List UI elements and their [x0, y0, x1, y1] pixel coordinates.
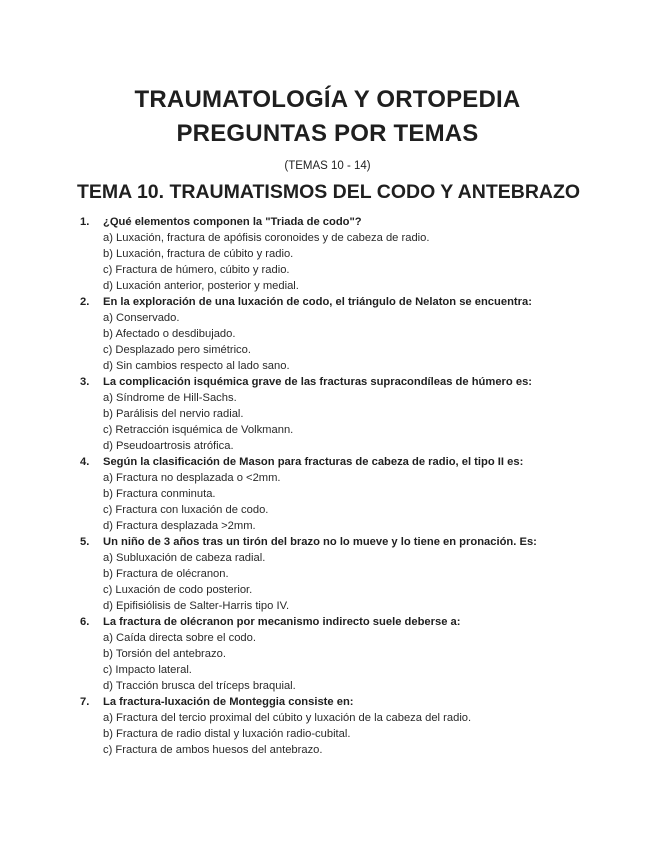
answer-option: a) Fractura del tercio proximal del cúbito y luxación de la cabeza del radio.	[103, 712, 472, 724]
answer-option: c) Fractura con luxación de codo.	[103, 504, 269, 516]
question-number: 3.	[80, 376, 90, 388]
answer-option: b) Torsión del antebrazo.	[103, 648, 226, 660]
answer-option: a) Subluxación de cabeza radial.	[103, 552, 266, 564]
answer-option: c) Desplazado pero simétrico.	[103, 344, 251, 356]
question-number: 2.	[80, 296, 90, 308]
question-number: 4.	[80, 456, 90, 468]
answer-option: d) Sin cambios respecto al lado sano.	[103, 360, 290, 372]
answer-option: a) Caída directa sobre el codo.	[103, 632, 256, 644]
document-subtitle: (TEMAS 10 - 14)	[284, 160, 371, 172]
question-text: La fractura de olécranon por mecanismo indirecto suele deberse a:	[103, 616, 461, 628]
answer-option: a) Conservado.	[103, 312, 180, 324]
question-text: ¿Qué elementos componen la "Triada de codo"?	[103, 216, 362, 228]
question-stem	[80, 454, 600, 470]
question-stem	[80, 374, 600, 390]
question-number: 7.	[80, 696, 90, 708]
question-text: La fractura-luxación de Monteggia consiste en:	[103, 696, 354, 708]
answer-option: c) Luxación de codo posterior.	[103, 584, 253, 596]
question-text: La complicación isquémica grave de las fracturas supracondíleas de húmero es:	[103, 376, 533, 388]
answer-option: b) Fractura de radio distal y luxación radio-cubital.	[103, 728, 351, 740]
question-number: 1.	[80, 216, 90, 228]
document-title-line2: PREGUNTAS POR TEMAS	[176, 120, 479, 147]
question-text: En la exploración de una luxación de codo, el triángulo de Nelaton se encuentra:	[103, 296, 532, 308]
answer-option: d) Pseudoartrosis atrófica.	[103, 440, 234, 452]
document-title-line1: TRAUMATOLOGÍA Y ORTOPEDIA	[134, 86, 521, 113]
answer-option: c) Fractura de húmero, cúbito y radio.	[103, 264, 290, 276]
answer-option: c) Retracción isquémica de Volkmann.	[103, 424, 294, 436]
question-stem	[80, 214, 600, 230]
answer-option: b) Afectado o desdibujado.	[103, 328, 236, 340]
answer-option: b) Luxación, fractura de cúbito y radio.	[103, 248, 294, 260]
question-item	[80, 374, 600, 454]
question-number: 5.	[80, 536, 90, 548]
answer-option: c) Impacto lateral.	[103, 664, 192, 676]
answer-option: c) Fractura de ambos huesos del antebrazo.	[103, 744, 323, 756]
question-number: 6.	[80, 616, 90, 628]
answer-option: d) Fractura desplazada >2mm.	[103, 520, 256, 532]
question-item	[80, 534, 600, 614]
question-stem	[80, 694, 600, 710]
question-item	[80, 694, 600, 758]
question-text: Según la clasificación de Mason para fracturas de cabeza de radio, el tipo II es:	[103, 456, 524, 468]
answer-option: b) Fractura conminuta.	[103, 488, 216, 500]
question-item	[80, 214, 600, 294]
answer-option: b) Fractura de olécranon.	[103, 568, 229, 580]
answer-option: a) Síndrome de Hill-Sachs.	[103, 392, 237, 404]
answer-option: d) Epifisiólisis de Salter-Harris tipo IV.	[103, 600, 290, 612]
question-item	[80, 614, 600, 694]
question-list	[80, 214, 600, 758]
answer-option: a) Luxación, fractura de apófisis coronoides y de cabeza de radio.	[103, 232, 430, 244]
answer-option: a) Fractura no desplazada o <2mm.	[103, 472, 281, 484]
question-stem	[80, 614, 600, 630]
section-title: TEMA 10. TRAUMATISMOS DEL CODO Y ANTEBRAZO	[77, 181, 581, 203]
question-item	[80, 294, 600, 374]
answer-option: d) Luxación anterior, posterior y medial.	[103, 280, 299, 292]
question-text: Un niño de 3 años tras un tirón del brazo no lo mueve y lo tiene en pronación. Es:	[103, 536, 537, 548]
answer-option: d) Tracción brusca del tríceps braquial.	[103, 680, 296, 692]
question-stem	[80, 294, 600, 310]
question-stem	[80, 534, 600, 550]
answer-option: b) Parálisis del nervio radial.	[103, 408, 244, 420]
question-item	[80, 454, 600, 534]
